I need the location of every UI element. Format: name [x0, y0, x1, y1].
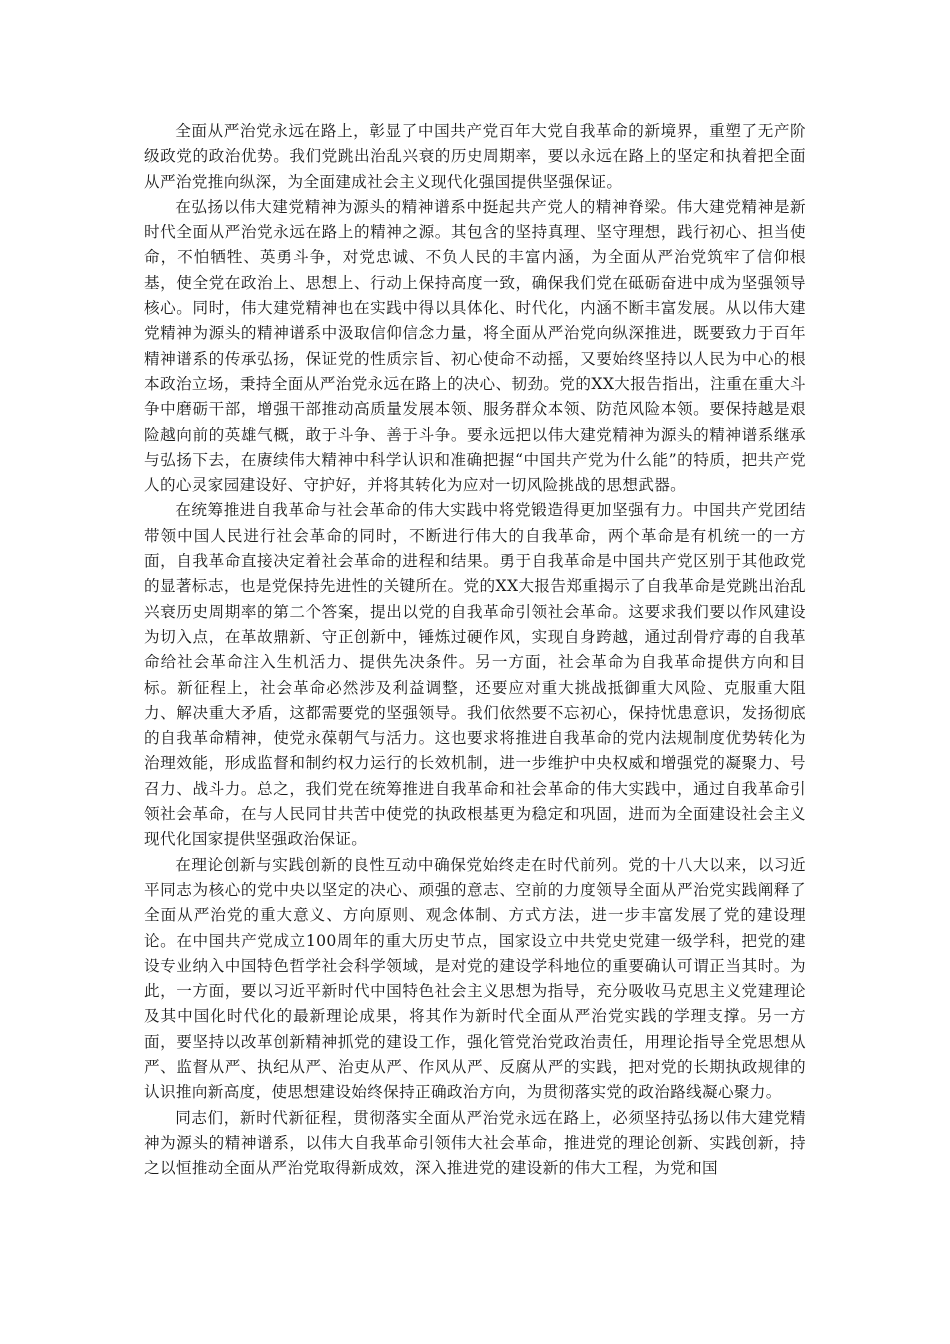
paragraph-theory-practice: 在理论创新与实践创新的良性互动中确保党始终走在时代前列。党的十八大以来，以习近平同志为核心的党中央以坚定的决心、顽强的意志、空前的力度领导全面从严治党实践阐释了全面从严治党的重大意义、方向原则、观念体制、方式方法，进一步丰富发展了党的建设理论。在中国共产党成立100周年的重大历史节点，国家设立中共党史党建一级学科，把党的建设专业纳入中国特色哲学社会科学领域，是对党的建设学科地位的重要确认可谓正当其时。为此，一方面，要以习近平新时代中国特色社会主义思想为指导，充分吸收马克思主义党建理论及其中国化时代化的最新理论成果，将其作为新时代全面从严治党实践的学理支撑。另一方面，要坚持以改革创新精神抓党的建设工作，强化管党治党政治责任，用理论指导全党思想从严、监督从严、执纪从严、治吏从严、作风从严、反腐从严的实践，把对党的长期执政规律的认识推向新高度，使思想建设始终保持正确政治方向，为贯彻落实党的政治路线凝心聚力。 [144, 855, 806, 1102]
paragraph-spirit-lineage: 在弘扬以伟大建党精神为源头的精神谱系中挺起共产党人的精神脊梁。伟大建党精神是新时代全面从严治党永远在路上的精神之源。其包含的坚持真理、坚守理想，践行初心、担当使命，不怕牺牲、英勇斗争，对党忠诚、不负人民的丰富内涵，为全面从严治党筑牢了信仰根基，使全党在政治上、思想上、行动上保持高度一致，确保我们党在砥砺奋进中成为坚强领导核心。同时，伟大建党精神也在实践中得以具体化、时代化，内涵不断丰富发展。从以伟大建党精神为源头的精神谱系中汲取信仰信念力量，将全面从严治党向纵深推进，既要致力于百年精神谱系的传承弘扬，保证党的性质宗旨、初心使命不动摇，又要始终坚持以人民为中心的根本政治立场，秉持全面从严治党永远在路上的决心、韧劲。党的XX大报告指出，注重在重大斗争中磨砺干部，增强干部推动高质量发展本领、服务群众本领、防范风险本领。要保持越是艰险越向前的英雄气概，敢于斗争、善于斗争。要永远把以伟大建党精神为源头的精神谱系继承与弘扬下去，在赓续伟大精神中科学认识和准确把握“中国共产党为什么能”的特质，把共产党人的心灵家园建设好、守护好，并将其转化为应对一切风险挑战的思想武器。 [144, 197, 806, 495]
paragraph-self-revolution: 在统筹推进自我革命与社会革命的伟大实践中将党锻造得更加坚强有力。中国共产党团结带领中国人民进行社会革命的同时，不断进行伟大的自我革命，两个革命是有机统一的一方面，自我革命直接决定着社会革命的进程和结果。勇于自我革命是中国共产党区别于其他政党的显著标志，也是党保持先进性的关键所在。党的XX大报告郑重揭示了自我革命是党跳出治乱兴衰历史周期率的第二个答案，提出以党的自我革命引领社会革命。这要求我们要以作风建设为切入点，在革故鼎新、守正创新中，锤炼过硬作风，实现自身跨越，通过刮骨疗毒的自我革命给社会革命注入生机活力、提供先决条件。另一方面，社会革命为自我革命提供方向和目标。新征程上，社会革命必然涉及利益调整，还要应对重大挑战抵御重大风险、克服重大阻力、解决重大矛盾，这都需要党的坚强领导。我们依然要不忘初心，保持忧患意识，发扬彻底的自我革命精神，使党永葆朝气与活力。这也要求将推进自我革命的党内法规制度优势转化为治理效能，形成监督和制约权力运行的长效机制，进一步维护中央权威和增强党的凝聚力、号召力、战斗力。总之，我们党在统筹推进自我革命和社会革命的伟大实践中，通过自我革命引领社会革命，在与人民同甘共苦中使党的执政根基更为稳定和巩固，进而为全面建设社会主义现代化国家提供坚强政治保证。 [144, 501, 806, 849]
paragraph-conclusion: 同志们，新时代新征程，贯彻落实全面从严治党永远在路上，必须坚持弘扬以伟大建党精神为源头的精神谱系，以伟大自我革命引领伟大社会革命，推进党的理论创新、实践创新，持之以恒推动全面从严治党取得新成效，深入推进党的建设新的伟大工程，为党和国 [144, 1108, 806, 1178]
document-page [144, 119, 806, 1181]
paragraph-intro: 全面从严治党永远在路上，彰显了中国共产党百年大党自我革命的新境界，重塑了无产阶级政党的政治优势。我们党跳出治乱兴衰的历史周期率，要以永远在路上的坚定和执着把全面从严治党推向纵深，为全面建成社会主义现代化强国提供坚强保证。 [144, 122, 806, 191]
